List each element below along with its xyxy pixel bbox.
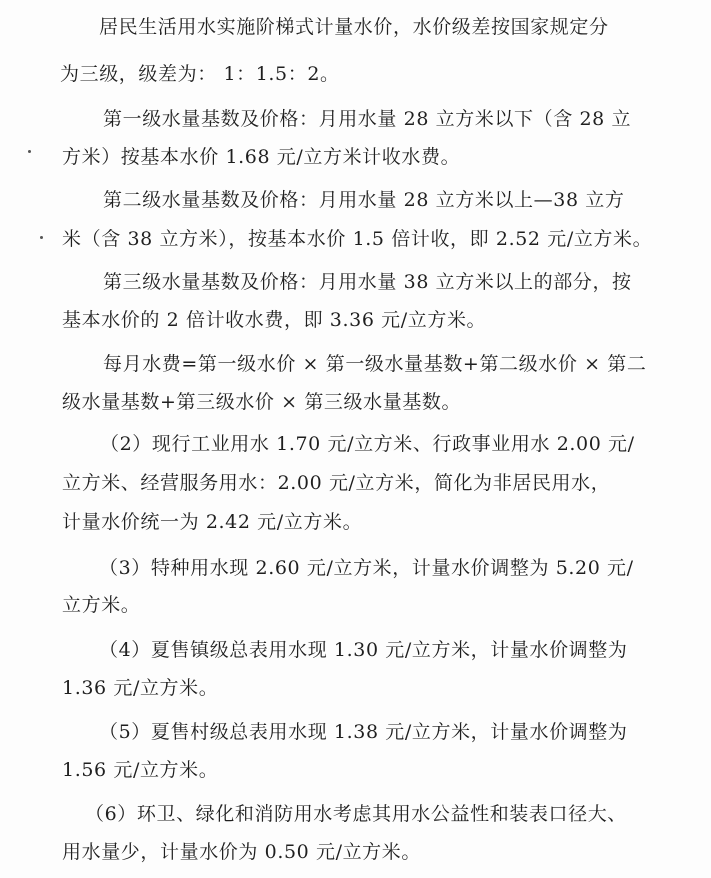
paragraph-6-line-2: 立方米、经营服务用水：2.00 元/立方米，简化为非居民用水， [62, 472, 611, 494]
paragraph-1-line-1: 居民生活用水实施阶梯式计量水价，水价级差按国家规定分 [99, 16, 609, 38]
paragraph-5-line-1: 每月水费=第一级水价 × 第一级水量基数+第二级水价 × 第二 [103, 353, 647, 375]
paragraph-4-line-2: 基本水价的 2 倍计收水费，即 3.36 元/立方米。 [62, 309, 487, 331]
paragraph-10-line-1: （6）环卫、绿化和消防用水考虑其用水公益性和装表口径大、 [85, 803, 627, 825]
paragraph-7-line-2: 立方米。 [62, 594, 141, 616]
paragraph-4-line-1: 第三级水量基数及价格：月用水量 38 立方米以上的部分，按 [103, 271, 632, 293]
paragraph-3-line-1: 第二级水量基数及价格：月用水量 28 立方米以上—38 立方 [103, 189, 625, 211]
paragraph-5-line-2: 级水量基数+第三级水价 × 第三级水量基数。 [62, 391, 462, 413]
scan-speck [40, 236, 43, 239]
paragraph-7-line-1: （3）特种用水现 2.60 元/立方米，计量水价调整为 5.20 元/ [99, 557, 634, 579]
paragraph-6-line-1: （2）现行工业用水 1.70 元/立方米、行政事业用水 2.00 元/ [100, 433, 635, 455]
paragraph-8-line-2: 1.36 元/立方米。 [62, 677, 219, 699]
paragraph-1-line-2: 为三级，级差为： 1：1.5：2。 [60, 63, 340, 85]
paragraph-9-line-1: （5）夏售村级总表用水现 1.38 元/立方米，计量水价调整为 [99, 721, 628, 743]
paragraph-6-line-3: 计量水价统一为 2.42 元/立方米。 [62, 511, 363, 533]
paragraph-2-line-2: 方米）按基本水价 1.68 元/立方米计收水费。 [62, 146, 461, 168]
paragraph-2-line-1: 第一级水量基数及价格：月用水量 28 立方米以下（含 28 立 [103, 108, 632, 130]
paragraph-10-line-2: 用水量少，计量水价为 0.50 元/立方米。 [62, 841, 421, 863]
paragraph-9-line-2: 1.56 元/立方米。 [62, 759, 219, 781]
paragraph-8-line-1: （4）夏售镇级总表用水现 1.30 元/立方米，计量水价调整为 [99, 639, 628, 661]
paragraph-3-line-2: 米（含 38 立方米），按基本水价 1.5 倍计收，即 2.52 元/立方米。 [62, 228, 653, 250]
scan-speck [28, 150, 31, 153]
